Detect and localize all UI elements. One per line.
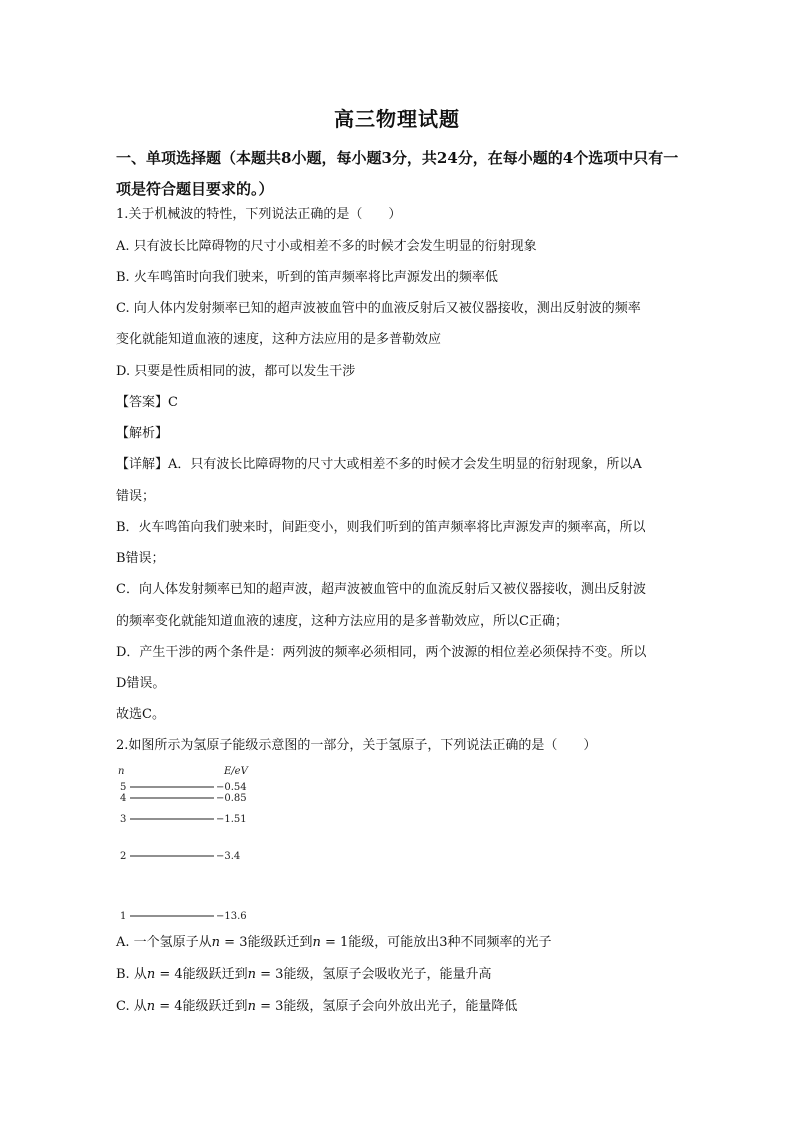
variable-n: n xyxy=(146,967,156,982)
q2-option-c xyxy=(116,997,517,1017)
level-3-energy: −1.51 xyxy=(216,814,247,825)
q1-option-c: C. 向人体内发射频率已知的超声波被血管中的血液反射后又被仪器接收，测出反射波的频率 xyxy=(116,301,641,316)
variable-n: n xyxy=(247,967,257,982)
answer-value: C xyxy=(168,395,178,410)
section-heading: 一、单项选择题（本题共8小题，每小题3分，共24分，在每小题的4个选项中只有一项是符合题目要求的。） xyxy=(116,149,679,198)
option-text: = 1能级，可能放出3种不同频率的光子 xyxy=(320,935,552,950)
q1-detail-line: D．产生干涉的两个条件是：两列波的频率必须相同，两个波源的相位差必须保持不变。所以 xyxy=(116,645,647,660)
variable-n: n xyxy=(211,935,221,950)
level-4-energy: −0.85 xyxy=(216,793,247,804)
option-text: = 3能级跃迁到 xyxy=(220,935,313,950)
level-2-n: 2 xyxy=(120,851,127,862)
option-text: A. 一个氢原子从 xyxy=(116,935,212,950)
q1-stem: 1.关于机械波的特性，下列说法正确的是（ ） xyxy=(116,207,402,222)
q1-detail-line: 【详解】A．只有波长比障碍物的尺寸大或相差不多的时候才会发生明显的衍射现象，所以A xyxy=(116,457,642,472)
q1-detail-line: D错误。 xyxy=(116,676,166,691)
q1-option-d: D. 只要是性质相同的波，都可以发生干涉 xyxy=(116,364,356,379)
variable-n: n xyxy=(247,999,256,1014)
q1-detail-line: 的频率变化就能知道血液的速度，这种方法应用的是多普勒效应，所以C正确； xyxy=(116,614,568,629)
variable-n: n xyxy=(146,999,156,1014)
q1-option-b: B. 火车鸣笛时向我们驶来，听到的笛声频率将比声源发出的频率低 xyxy=(116,270,498,285)
q1-conclusion: 故选C。 xyxy=(116,707,165,722)
level-2-energy: −3.4 xyxy=(216,851,241,862)
level-5-energy: −0.54 xyxy=(216,782,247,793)
q1-detail-line: B．火车鸣笛向我们驶来时，间距变小，则我们听到的笛声频率将比声源发声的频率高，所以 xyxy=(116,520,646,535)
level-5-n: 5 xyxy=(120,782,127,793)
page-title: 高三物理试题 xyxy=(334,107,460,131)
n-axis-label: n xyxy=(118,766,125,777)
level-1-n: 1 xyxy=(120,911,127,922)
answer-label: 【答案】 xyxy=(116,395,169,410)
q1-detail-line: 错误； xyxy=(116,489,156,504)
energy-axis-label: E/eV xyxy=(224,766,248,777)
energy-level-diagram xyxy=(116,762,276,922)
option-text: = 3能级，氢原子会向外放出光子，能量降低 xyxy=(255,999,518,1014)
q1-answer xyxy=(116,393,178,413)
option-text: = 3能级，氢原子会吸收光子，能量升高 xyxy=(256,967,492,982)
option-text: C. 从 xyxy=(116,999,147,1014)
q2-option-b xyxy=(116,965,491,985)
level-4-n: 4 xyxy=(120,793,127,804)
q2-option-a xyxy=(116,933,552,953)
option-text: = 4能级跃迁到 xyxy=(155,999,248,1014)
level-3-n: 3 xyxy=(120,814,127,825)
level-1-energy: −13.6 xyxy=(216,911,247,922)
variable-n: n xyxy=(312,935,321,950)
q1-detail-line: B错误； xyxy=(116,551,165,566)
option-text: B. 从 xyxy=(116,967,147,982)
q1-option-c-cont: 变化就能知道血液的速度，这种方法应用的是多普勒效应 xyxy=(116,332,442,347)
q1-detail-line: C．向人体发射频率已知的超声波，超声波被血管中的血流反射后又被仪器接收，测出反射波 xyxy=(116,582,646,597)
q2-stem: 2.如图所示为氢原子能级示意图的一部分，关于氢原子，下列说法正确的是（ ） xyxy=(116,738,597,753)
q1-option-a: A. 只有波长比障碍物的尺寸小或相差不多的时候才会发生明显的衍射现象 xyxy=(116,239,537,254)
option-text: = 4能级跃迁到 xyxy=(155,967,248,982)
q1-analysis-label: 【解析】 xyxy=(116,426,169,441)
